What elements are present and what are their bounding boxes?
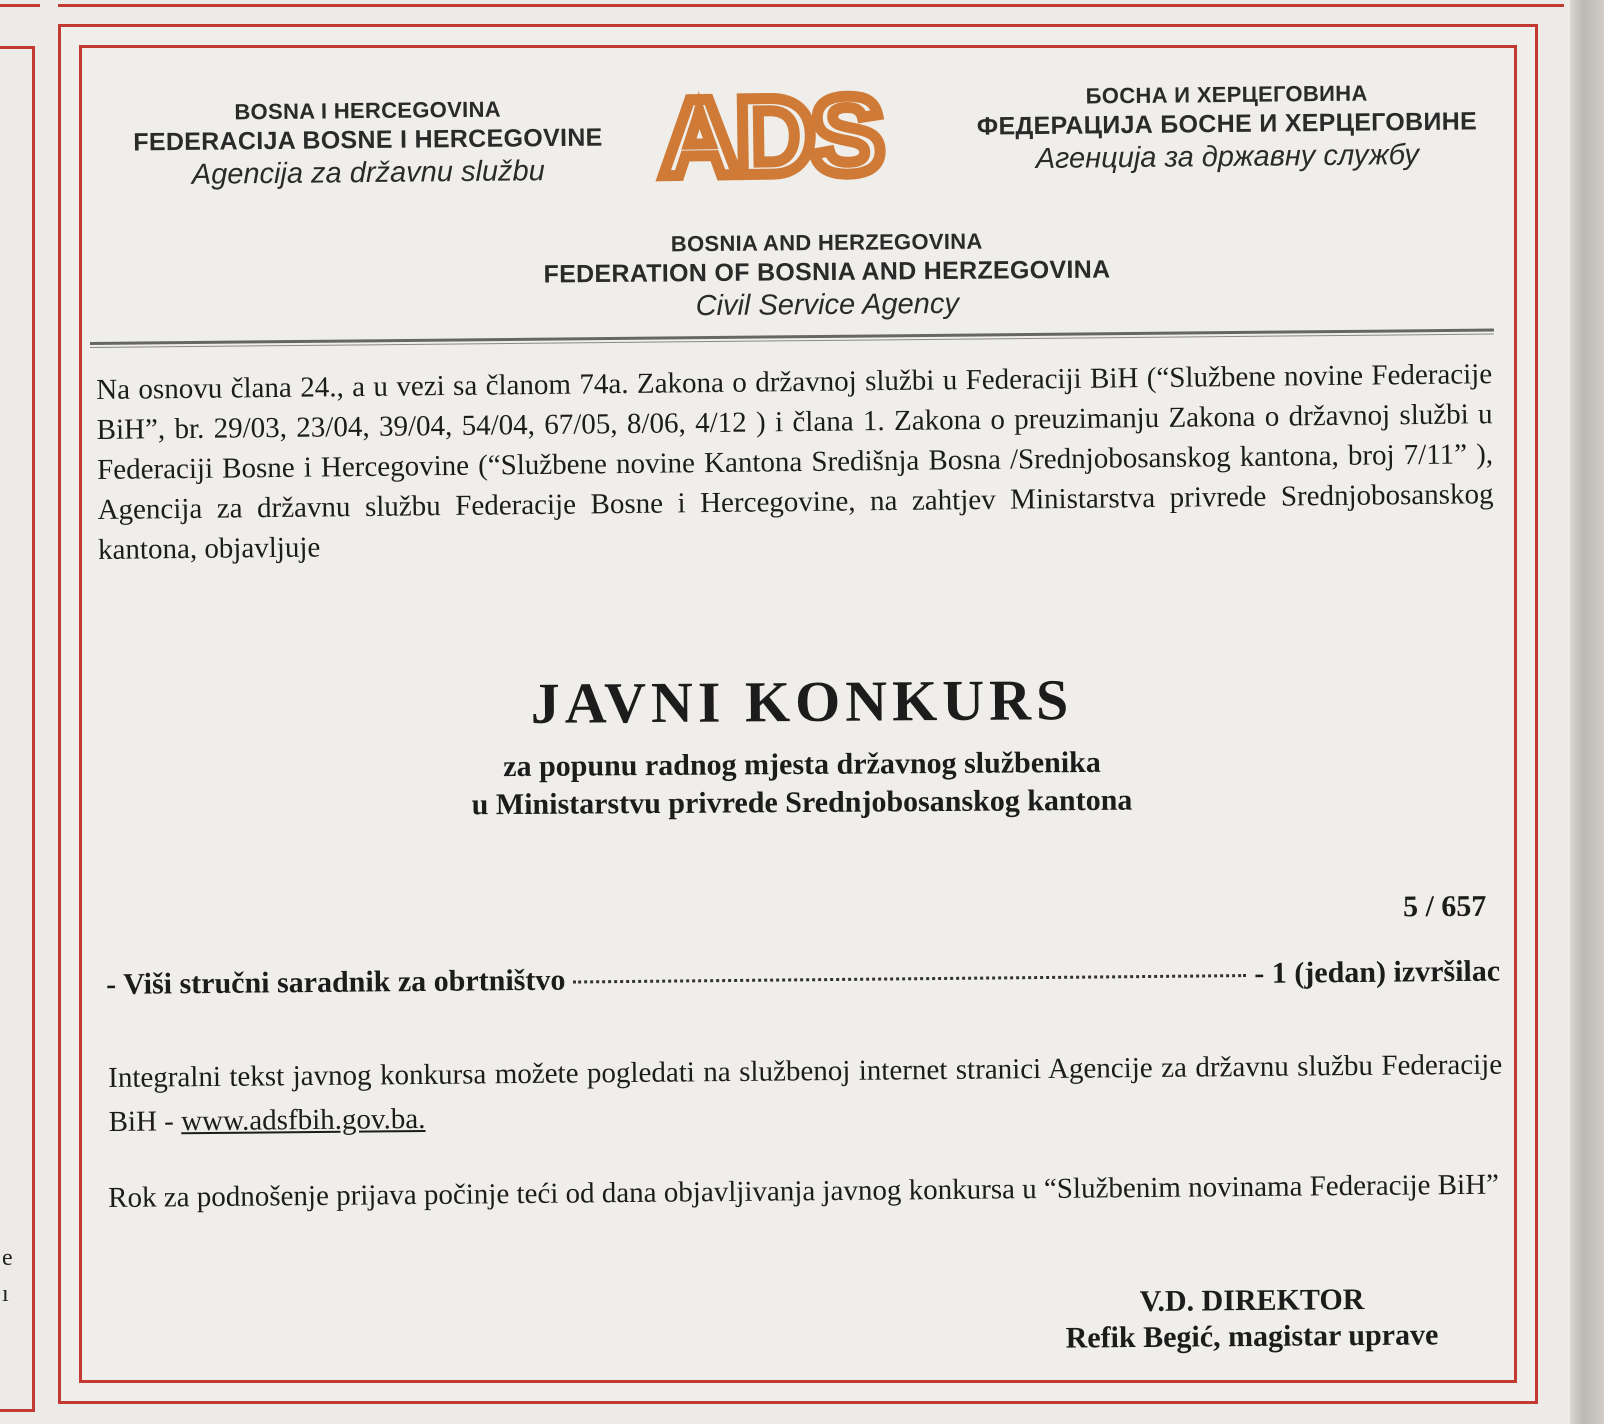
integral-text-paragraph <box>108 1043 1503 1144</box>
adjacent-article-frame <box>0 46 35 1412</box>
integral-text: Integralni tekst javnog konkursa možete pogledati na službenoj internet stranici Agencije za državnu službu Federacije BiH - <box>108 1048 1503 1138</box>
header-english-country: BOSNIA AND HERZEGOVINA <box>670 228 983 257</box>
adjacent-frame-top-left <box>0 0 40 7</box>
position-name: - Viši stručni saradnik za obrtništvo <box>106 963 566 1001</box>
ads-logo-text: ADS <box>659 73 882 200</box>
header-latin <box>88 95 649 193</box>
header-latin-federation: FEDERACIJA BOSNE I HERCEGOVINE <box>133 123 603 157</box>
position-count: - 1 (jedan) izvršilac <box>1254 954 1501 990</box>
signature-name: Refik Begić, magistar uprave <box>1065 1318 1439 1355</box>
header-latin-country: BOSNA I HERCEGOVINA <box>234 96 502 125</box>
header-cyrillic-agency: Агенција за државну службу <box>1035 138 1420 176</box>
dot-leader <box>573 974 1246 983</box>
notice-subtitle-line1: za popunu radnog mjesta državnog službenika <box>503 745 1101 784</box>
header-divider <box>90 329 1494 345</box>
page-edge-shadow <box>1570 0 1604 1424</box>
signature-title: V.D. DIREKTOR <box>1139 1283 1365 1318</box>
notice-title: JAVNI KONKURS <box>530 667 1074 736</box>
header-english-agency: Civil Service Agency <box>695 287 960 323</box>
adjacent-frame-top <box>58 0 1564 7</box>
header-cyrillic-federation: ФЕДЕРАЦИЈА БОСНЕ И ХЕРЦЕГОВИНЕ <box>976 107 1478 141</box>
ads-logo <box>659 73 907 200</box>
deadline-paragraph: Rok za podnošenje prijava počinje teći od dana objavljivanja javnog konkursa u “Službenim novinama Federacije BiH” <box>108 1168 1500 1214</box>
notice-inner-frame <box>79 45 1517 1383</box>
header-english <box>492 227 1163 325</box>
intro-paragraph: Na osnovu člana 24., a u vezi sa članom 74a. Zakona o državnoj službi u Federaciji BiH (“Službene novine Federacije BiH”, br. 29/03, 23/04, 39/04, 54/04, 67/05, 8/06, 4/12 ) i člana 1. Zakona o preuzimanju Zakona o državnoj službi u Federaciji Bosne i Hercegovine (“Službene novine Kantona Središnja Bosna /Srednjobosanskog kantona, broj 7/11” ), Agencija za državnu službu Federacije Bosne i Hercegovine, na zahtjev Ministarstva privrede Srednjobosanskog kantona, objavljuje <box>96 358 1494 566</box>
header-latin-agency: Agencija za državnu službu <box>191 155 545 191</box>
header-cyrillic <box>922 79 1533 177</box>
margin-fragment: ı <box>2 1281 9 1307</box>
reference-number: 5 / 657 <box>1402 889 1487 924</box>
position-entry <box>106 955 1500 1002</box>
agency-website-link[interactable]: www.adsfbih.gov.ba. <box>180 1102 426 1138</box>
notice-subtitle-line2: u Ministarstvu privrede Srednjobosanskog kantona <box>471 783 1133 822</box>
margin-fragment: e <box>2 1245 13 1271</box>
public-notice <box>58 24 1538 1404</box>
header-english-federation: FEDERATION OF BOSNIA AND HERZEGOVINA <box>543 255 1111 289</box>
header-cyrillic-country: БОСНА И ХЕРЦЕГОВИНА <box>1085 80 1368 109</box>
